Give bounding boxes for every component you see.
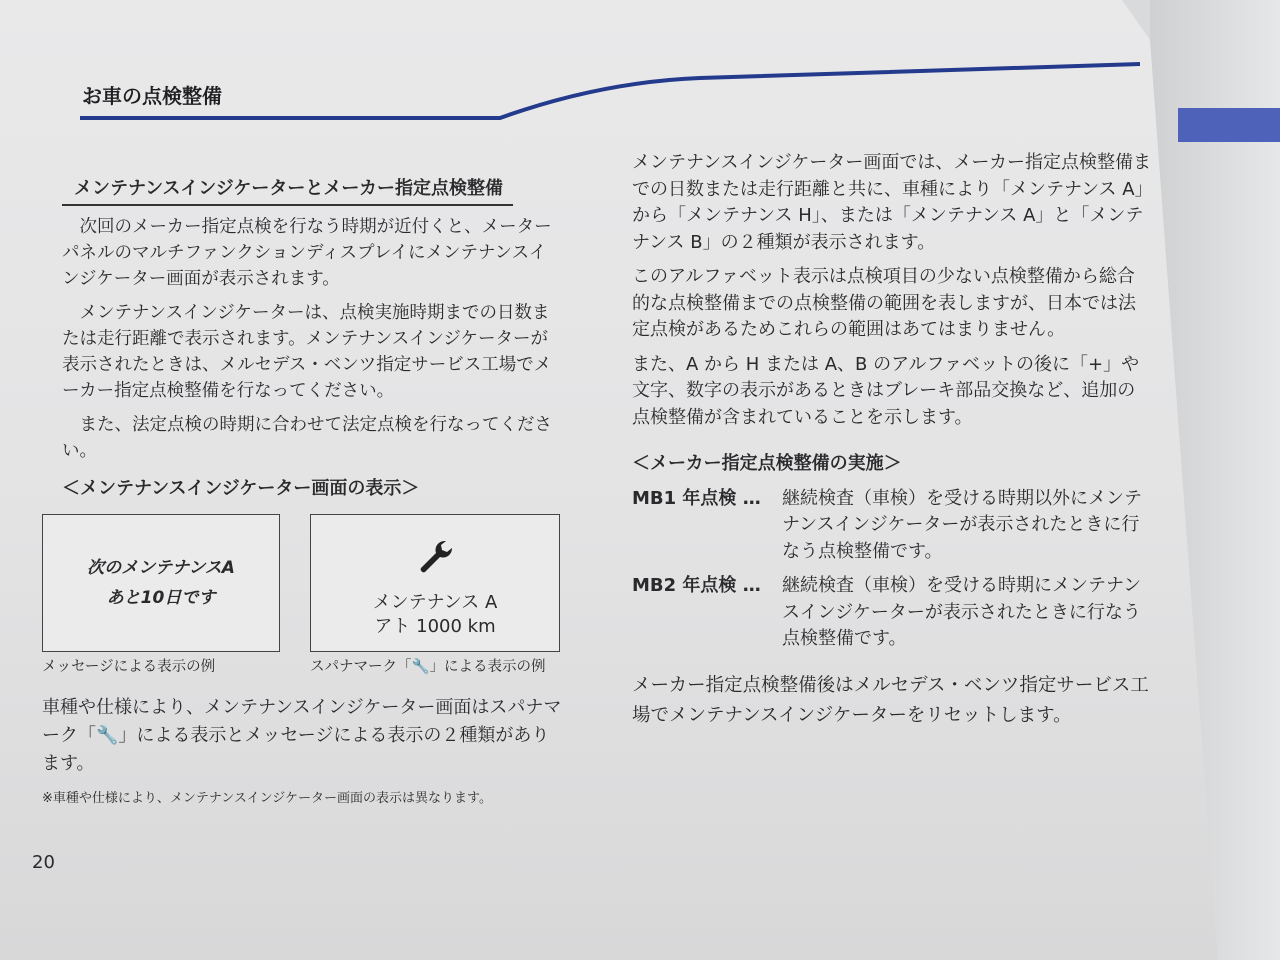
mb1-label: MB1 年点検 … <box>632 487 761 509</box>
mb2-row <box>632 573 1152 653</box>
right-paragraph-3: また、A から H または A、B のアルファベットの後に「+」や文字、数字の表示があるときはブレーキ部品交換など、追加の点検整備が含まれていることを示します。 <box>632 353 1140 428</box>
mb1-row <box>632 486 1152 566</box>
mb1-text: 継続検査（車検）を受ける時期以外にメンテナンスインジケーターが表示されたときに行なう点検整備です。 <box>782 487 1142 562</box>
footnote: ※車種や仕様により、メンテナンスインジケーター画面の表示は異なります。 <box>42 791 492 806</box>
implementation-heading: ＜メーカー指定点検整備の実施＞ <box>632 453 902 474</box>
paragraph-3: また、法定点検の時期に合わせて法定点検を行なってください。 <box>62 415 552 461</box>
page-number: 20 <box>32 852 55 873</box>
right-paragraph-1: メンテナンスインジケーター画面では、メーカー指定点検整備までの日数または走行距離と共に、車種により「メンテナンス A」から「メンテナンス H」、または「メンテナンス A」と「メンテナンス B」の２種類が表示されます。 <box>632 152 1152 253</box>
message-line-1: 次のメンテナンスA <box>87 558 235 578</box>
right-paragraph-2: このアルファベット表示は点検項目の少ない点検整備から総合的な点検整備までの点検整備の範囲を表しますが、日本では法定点検があるためこれらの範囲はあてはまりません。 <box>632 266 1136 340</box>
mb2-text: 継続検査（車検）を受ける時期にメンテナンスインジケーターが表示されたときに行なう点検整備です。 <box>782 575 1142 649</box>
right-column <box>632 150 1152 739</box>
left-column <box>42 176 562 812</box>
paragraph-4: 車種や仕様により、メンテナンスインジケーター画面はスパナマーク「🔧」による表示とメッセージによる表示の２種類があります。 <box>42 697 562 774</box>
caption-message: メッセージによる表示の例 <box>42 659 216 675</box>
wrench-icon <box>415 537 455 577</box>
mb2-label: MB2 年点検 … <box>632 575 761 596</box>
wrench-line-2: アト 1000 km <box>374 616 496 637</box>
right-paragraph-4: メーカー指定点検整備後はメルセデス・ベンツ指定サービス工場でメンテナンスインジケーターをリセットします。 <box>632 674 1149 726</box>
page-title: お車の点検整備 <box>82 84 222 108</box>
paragraph-1: 次回のメーカー指定点検を行なう時期が近付くと、メーターパネルのマルチファンクションディスプレイにメンテナンスインジケーター画面が表示されます。 <box>62 217 552 289</box>
example-displays <box>62 514 562 654</box>
wrench-line-1: メンテナンス A <box>372 592 498 613</box>
message-display-example <box>42 514 280 652</box>
display-heading: ＜メンテナンスインジケーター画面の表示＞ <box>62 478 420 499</box>
wrench-display-example <box>310 514 560 652</box>
caption-wrench: スパナマーク「🔧」による表示の例 <box>310 659 546 675</box>
paragraph-2: メンテナンスインジケーターは、点検実施時期までの日数または走行距離で表示されます。メンテナンスインジケーターが表示されたときは、メルセデス・ベンツ指定サービス工場でメーカー指定点検整備を行なってください。 <box>62 303 552 401</box>
index-tab <box>1178 108 1280 142</box>
section-heading: メンテナンスインジケーターとメーカー指定点検整備 <box>62 176 562 206</box>
message-line-2: あと10日です <box>106 588 216 608</box>
header-rule <box>80 62 1140 122</box>
